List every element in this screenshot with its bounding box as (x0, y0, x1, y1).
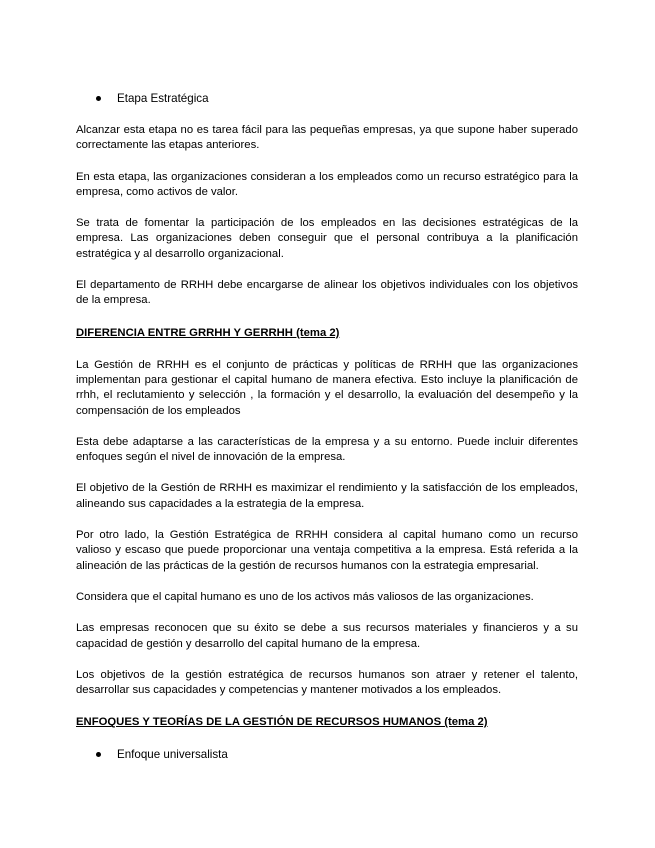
bullet-dot-icon (96, 752, 101, 757)
paragraph: Alcanzar esta etapa no es tarea fácil para las pequeñas empresas, ya que supone haber superado correctamente las etapas anteriores. (76, 124, 578, 152)
paragraph: Esta debe adaptarse a las características de la empresa y a su entorno. Puede incluir diferentes enfoques según el nivel de innovación de la empresa. (76, 435, 578, 464)
section-heading: DIFERENCIA ENTRE GRRHH Y GERRHH (tema 2) (76, 326, 340, 339)
bullet-text: Etapa Estratégica (117, 92, 209, 105)
bullet-item (96, 747, 578, 762)
paragraph: Por otro lado, la Gestión Estratégica de RRHH considera al capital humano como un recurso valioso y escaso que puede proporcionar una ventaja competitiva a la empresa. Está referida a la alineación de las prácticas de la gestión de recursos humanos con la estrategia empresarial. (76, 529, 578, 572)
paragraph: Las empresas reconocen que su éxito se debe a sus recursos materiales y financieros y a su capacidad de gestión y desarrollo del capital humano de la empresa. (76, 622, 578, 650)
paragraph: El departamento de RRHH debe encargarse de alinear los objetivos individuales con los objetivos de la empresa. (76, 279, 578, 307)
paragraph: El objetivo de la Gestión de RRHH es maximizar el rendimiento y la satisfacción de los empleados, alineando sus capacidades a la estrategia de la empresa. (76, 482, 578, 510)
paragraph: Considera que el capital humano es uno de los activos más valiosos de las organizaciones. (76, 590, 534, 603)
section-heading: ENFOQUES Y TEORÍAS DE LA GESTIÓN DE RECURSOS HUMANOS (tema 2) (76, 716, 488, 729)
paragraph: Los objetivos de la gestión estratégica de recursos humanos son atraer y retener el talento, desarrollar sus capacidades y competencias y mantener motivados a los empleados. (76, 668, 578, 697)
paragraph: La Gestión de RRHH es el conjunto de prácticas y políticas de RRHH que las organizaciones implementan para gestionar el capital humano de manera efectiva. Esto incluye la planificación de rrhh, el reclutamiento y selección , la formación y el desarrollo, la evaluación del desempeño y la compensación de los empleados (76, 358, 578, 417)
document-content (76, 91, 578, 762)
bullet-text: Enfoque universalista (117, 748, 228, 762)
bullet-item (96, 91, 578, 106)
bullet-dot-icon (96, 96, 101, 101)
paragraph: En esta etapa, las organizaciones consideran a los empleados como un recurso estratégico para la empresa, como activos de valor. (76, 170, 578, 198)
paragraph: Se trata de fomentar la participación de los empleados en las decisiones estratégicas de la empresa. Las organizaciones deben conseguir que el personal contribuya a la planificación estratégica y al desarrollo organizacional. (76, 217, 578, 260)
